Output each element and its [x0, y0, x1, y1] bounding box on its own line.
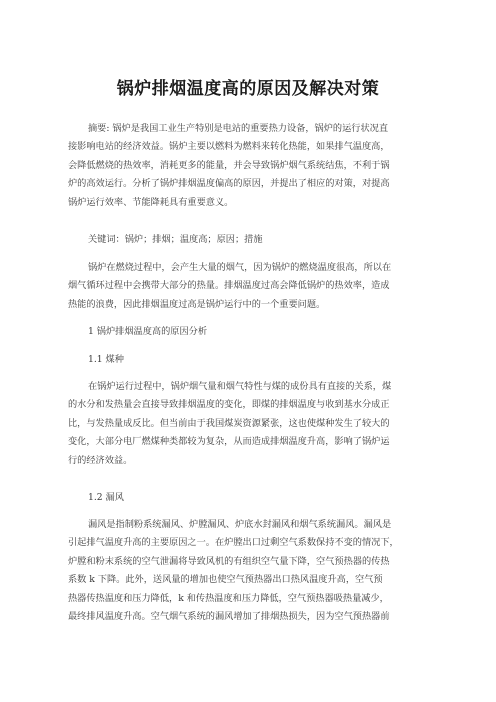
section-1-heading — [68, 323, 438, 341]
body-line: 行的经济效益。 — [68, 454, 133, 466]
keywords-line: 关键词：锅炉；排烟；温度高；原因；措施 — [88, 234, 263, 245]
abstract-line: 会降低燃烧的热效率，消耗更多的能量，并会导致锅炉烟气系统结焦，不利于锅 — [68, 159, 390, 171]
section-1-1-heading — [68, 351, 438, 369]
body-line: 热器传热温度和压力降低，k 和传热温度和压力降低，空气预热器吸热量减少， — [68, 592, 389, 604]
section-heading: 1.2 漏风 — [88, 492, 124, 503]
body-line: 的水分和发热量会直接导致排烟温度的变化，即煤的排烟温度与收到基水分成正 — [68, 399, 390, 411]
body-line: 在锅炉运行过程中，锅炉烟气量和烟气特性与煤的成份具有直接的关系，煤 — [88, 381, 392, 392]
abstract-line: 炉的高效运行。分析了锅炉排烟温度偏高的原因，并提出了相应的对策，对提高 — [68, 178, 390, 190]
document-title: 锅炉排烟温度高的原因及解决对策 — [116, 79, 380, 99]
section-heading: 1.1 煤种 — [88, 354, 124, 365]
section-heading: 1 锅炉排烟温度高的原因分析 — [88, 326, 208, 337]
section-1-2-body — [68, 516, 438, 626]
body-line: 引起排气温度升高的主要原因之一。在炉膛出口过剩空气系数保持不变的情况下， — [68, 537, 399, 549]
section-1-2-heading — [68, 489, 438, 507]
intro-line: 热能的浪费，因此排烟温度过高是锅炉运行中的一个重要问题。 — [68, 298, 326, 310]
body-line: 最终排风温度升高。空气烟气系统的漏风增加了排烟热损失，因为空气预热器前 — [68, 611, 390, 623]
abstract-line: 接影响电站的经济效益。锅炉主要以燃料为燃料来转化热能，如果排气温度高， — [68, 141, 390, 153]
intro-paragraph — [68, 259, 438, 314]
body-line: 变化，大部分电厂燃煤种类都较为复杂，从而造成排烟温度升高，影响了锅炉运 — [68, 436, 390, 448]
abstract — [68, 120, 438, 212]
body-line: 漏风是指制粉系统漏风、炉膛漏风、炉底水封漏风和烟气系统漏风。漏风是 — [88, 519, 392, 530]
abstract-line: 摘要: 锅炉是我国工业生产特别是电站的重要热力设备，锅炉的运行状况直 — [88, 123, 389, 134]
body-line: 炉膛和粉末系统的空气泄漏将导致风机的有组织空气量下降，空气预热器的传热 — [68, 555, 390, 567]
intro-line: 烟气循环过程中会携带大部分的热量。排烟温度过高会降低锅炉的热效率，造成 — [68, 280, 390, 292]
intro-line: 锅炉在燃烧过程中，会产生大量的烟气，因为锅炉的燃烧温度很高，所以在 — [88, 262, 392, 273]
abstract-line: 锅炉运行效率、节能降耗具有重要意义。 — [68, 196, 234, 208]
keywords — [68, 231, 438, 249]
body-line: 系数 k 下降。此外，送风量的增加也使空气预热器出口热风温度升高，空气预 — [68, 574, 383, 586]
body-line: 比，与发热量成反比。但当前由于我国煤炭资源紧张，这也使煤种发生了较大的 — [68, 417, 390, 429]
section-1-1-body — [68, 378, 438, 470]
